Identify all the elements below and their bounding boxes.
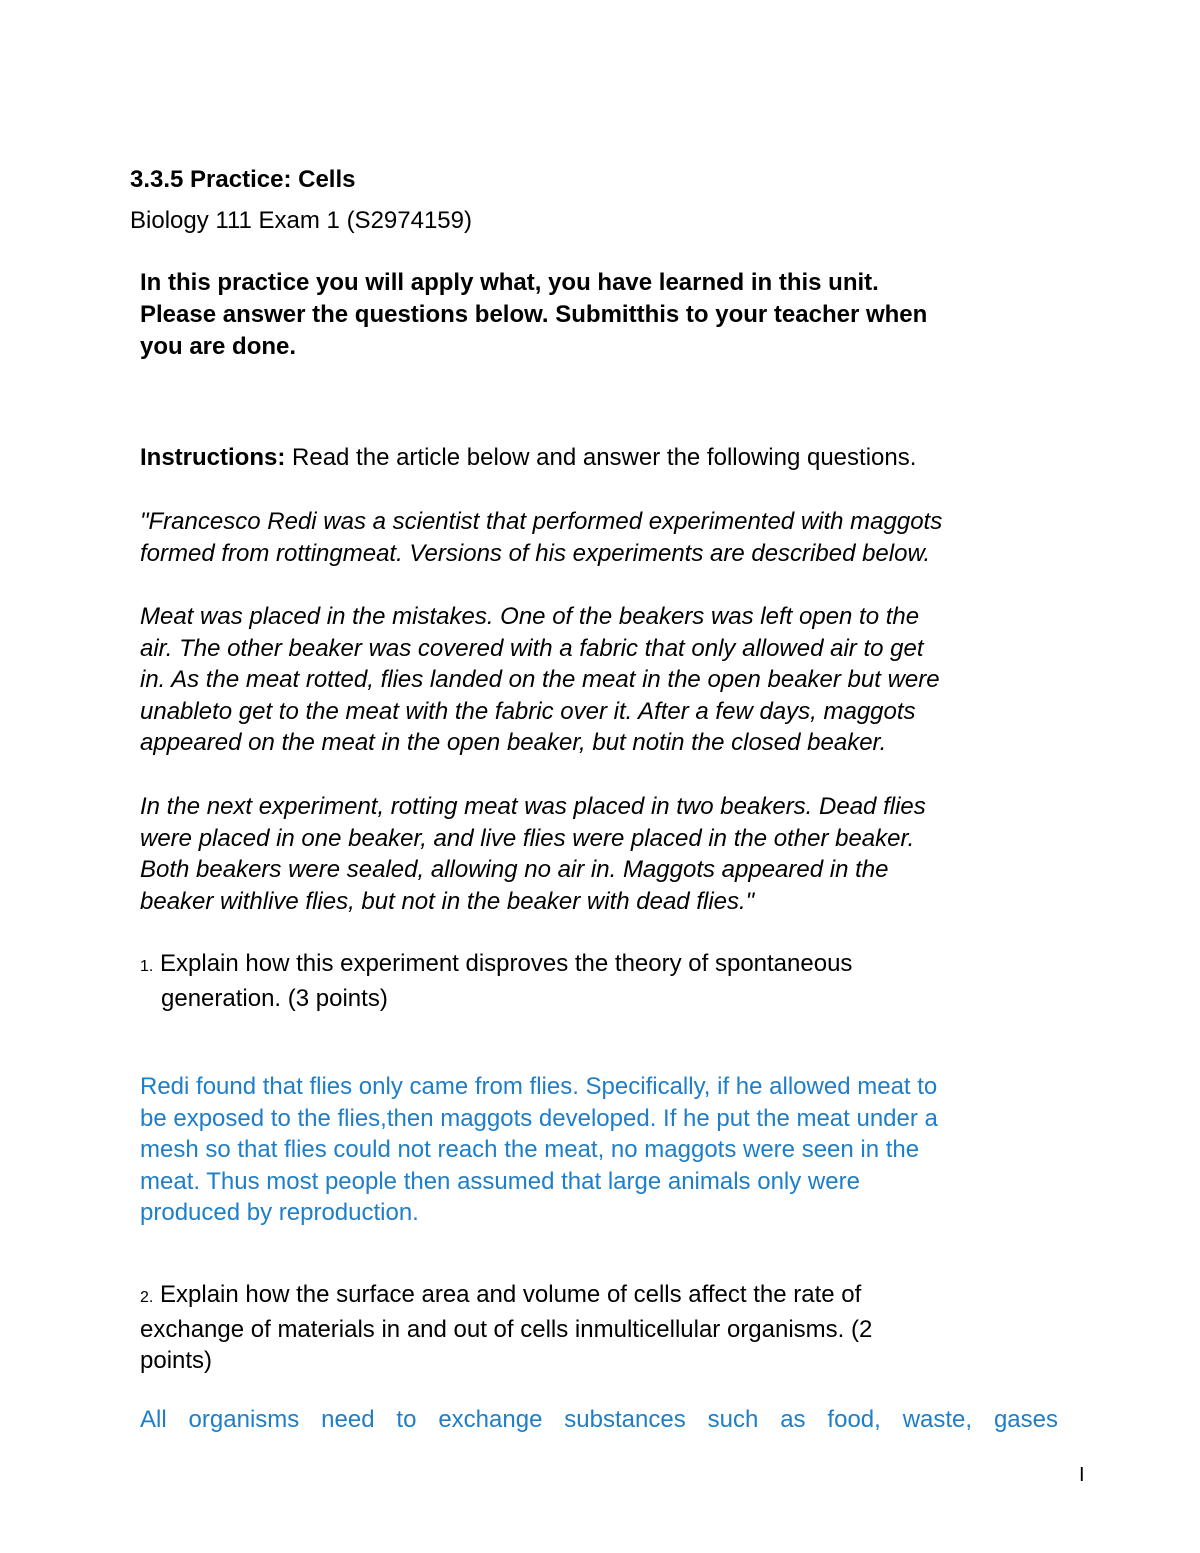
answer-line: Redi found that flies only came from flies. Specifically, if he allowed meat to [140,1073,938,1100]
question-1 [140,948,1100,1014]
question-line [140,948,1100,983]
instructions-label: Instructions: [140,444,286,471]
question-number: 2. [140,1289,154,1306]
article-line: appeared on the meat in the open beaker, but notin the closed beaker. [140,729,887,756]
article-line: air. The other beaker was covered with a fabric that only allowed air to get [140,634,924,662]
intro-text [140,267,1100,363]
article-line: "Francesco Redi was a scientist that performed experimented with maggots [140,508,943,535]
page-title: 3.3.5 Practice: Cells [130,166,356,193]
article-paragraph-3 [140,791,1100,917]
article-line: In the next experiment, rotting meat was placed in two beakers. Dead flies [140,793,926,820]
intro-line: you are done. [140,333,297,360]
instructions-text: Read the article below and answer the following questions. [285,444,917,471]
answer-line: meat. Thus most people then assumed that large animals only were [140,1167,860,1195]
question-2 [140,1279,1100,1377]
answer-line: mesh so that flies could not reach the meat, no maggots were seen in the [140,1136,920,1163]
answer-2 [140,1404,1058,1436]
article-paragraph-2 [140,601,1100,759]
answer-line: All organisms need to exchange substances such as food, waste, gases [140,1406,1058,1433]
answer-line: be exposed to the flies,then maggots developed. If he put the meat under a [140,1104,938,1132]
answer-1 [140,1071,1100,1229]
question-text: Explain how this experiment disproves the theory of spontaneous [153,950,853,977]
question-text: Explain how the surface area and volume of cells affect the rate of [153,1281,862,1308]
page-subtitle: Biology 111 Exam 1 (S2974159) [130,207,472,234]
question-line [140,1279,1100,1314]
question-line: points) [140,1347,213,1374]
intro-line: In this practice you will apply what, you have learned in this unit. [140,269,879,296]
article-line: unableto get to the meat with the fabric over it. After a few days, maggots [140,697,916,725]
article-line: Both beakers were sealed, allowing no air in. Maggots appeared in the [140,856,889,883]
question-line: generation. (3 points) [161,984,388,1012]
article-line: were placed in one beaker, and live flies were placed in the other beaker. [140,824,915,852]
article-paragraph-1 [140,506,1100,569]
question-number: 1. [140,958,154,975]
intro-line: Please answer the questions below. Submitthis to your teacher when [140,301,928,328]
article-line: formed from rottingmeat. Versions of his experiments are described below. [140,539,931,567]
answer-line: produced by reproduction. [140,1199,419,1226]
article-line: beaker withlive flies, but not in the beaker with dead flies." [140,887,755,915]
question-line: exchange of materials in and out of cells inmulticellular organisms. (2 [140,1315,873,1343]
article-line: Meat was placed in the mistakes. One of the beakers was left open to the [140,603,920,630]
instructions [140,444,916,472]
page-number: I [1079,1464,1085,1486]
article-line: in. As the meat rotted, flies landed on the meat in the open beaker but were [140,666,940,693]
